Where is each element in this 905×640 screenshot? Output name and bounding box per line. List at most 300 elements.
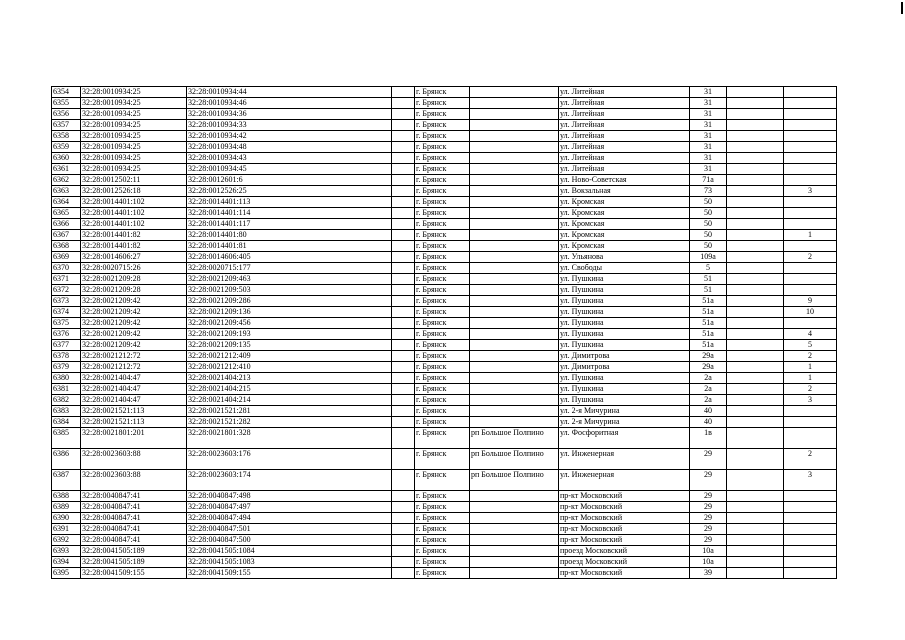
cadastral-block-number: 32:28:0021404:47 (81, 373, 187, 384)
table-row (52, 502, 837, 513)
cadastral-block-number: 32:28:0040847:41 (81, 513, 187, 524)
empty-cell (392, 491, 415, 502)
house-number: 31 (690, 98, 727, 109)
table-row (52, 395, 837, 406)
row-number: 6373 (52, 296, 81, 307)
street-name: ул. Инженерная (559, 470, 690, 491)
house-number: 1в (690, 428, 727, 449)
table-row (52, 513, 837, 524)
object-cadastral-number: 32:28:0040847:501 (187, 524, 392, 535)
cadastral-block-number: 32:28:0014401:102 (81, 208, 187, 219)
table-row (52, 373, 837, 384)
house-number: 51а (690, 307, 727, 318)
empty-cell (727, 373, 784, 384)
table-row (52, 340, 837, 351)
street-name: ул. Пушкина (559, 285, 690, 296)
flat-number (784, 219, 837, 230)
city-name: г. Брянск (415, 340, 470, 351)
empty-cell (392, 197, 415, 208)
house-number: 40 (690, 406, 727, 417)
city-name: г. Брянск (415, 230, 470, 241)
settlement-name (470, 491, 559, 502)
row-number: 6390 (52, 513, 81, 524)
cadastral-block-number: 32:28:0023603:88 (81, 470, 187, 491)
flat-number (784, 557, 837, 568)
cadastral-block-number: 32:28:0041505:189 (81, 557, 187, 568)
flat-number (784, 131, 837, 142)
house-number: 51а (690, 340, 727, 351)
table-row (52, 241, 837, 252)
settlement-name (470, 175, 559, 186)
flat-number (784, 274, 837, 285)
empty-cell (392, 153, 415, 164)
street-name: ул. Пушкина (559, 329, 690, 340)
city-name: г. Брянск (415, 164, 470, 175)
house-number: 51а (690, 318, 727, 329)
object-cadastral-number: 32:28:0010934:48 (187, 142, 392, 153)
empty-cell (392, 535, 415, 546)
city-name: г. Брянск (415, 406, 470, 417)
empty-cell (727, 524, 784, 535)
street-name: проезд Московский (559, 557, 690, 568)
house-number: 10а (690, 557, 727, 568)
row-number: 6374 (52, 307, 81, 318)
city-name: г. Брянск (415, 535, 470, 546)
settlement-name (470, 131, 559, 142)
city-name: г. Брянск (415, 120, 470, 131)
flat-number: 2 (784, 252, 837, 263)
registry-table-body (52, 87, 837, 579)
object-cadastral-number: 32:28:0010934:33 (187, 120, 392, 131)
cadastral-block-number: 32:28:0021209:28 (81, 285, 187, 296)
flat-number (784, 120, 837, 131)
settlement-name (470, 296, 559, 307)
row-number: 6381 (52, 384, 81, 395)
city-name: г. Брянск (415, 252, 470, 263)
cadastral-block-number: 32:28:0014401:102 (81, 219, 187, 230)
city-name: г. Брянск (415, 109, 470, 120)
object-cadastral-number: 32:28:0021209:193 (187, 329, 392, 340)
empty-cell (392, 513, 415, 524)
object-cadastral-number: 32:28:0021209:503 (187, 285, 392, 296)
empty-cell (392, 230, 415, 241)
table-row (52, 351, 837, 362)
object-cadastral-number: 32:28:0010934:43 (187, 153, 392, 164)
object-cadastral-number: 32:28:0014401:81 (187, 241, 392, 252)
street-name: ул. Димитрова (559, 351, 690, 362)
empty-cell (392, 175, 415, 186)
empty-cell (727, 197, 784, 208)
empty-cell (727, 131, 784, 142)
house-number: 50 (690, 230, 727, 241)
empty-cell (392, 351, 415, 362)
house-number: 29 (690, 513, 727, 524)
flat-number: 3 (784, 186, 837, 197)
object-cadastral-number: 32:28:0041505:1084 (187, 546, 392, 557)
settlement-name (470, 153, 559, 164)
city-name: г. Брянск (415, 131, 470, 142)
house-number: 50 (690, 208, 727, 219)
empty-cell (392, 449, 415, 470)
table-row (52, 131, 837, 142)
city-name: г. Брянск (415, 208, 470, 219)
city-name: г. Брянск (415, 296, 470, 307)
settlement-name (470, 208, 559, 219)
city-name: г. Брянск (415, 417, 470, 428)
table-row (52, 449, 837, 470)
empty-cell (727, 362, 784, 373)
settlement-name (470, 557, 559, 568)
object-cadastral-number: 32:28:0041505:1083 (187, 557, 392, 568)
flat-number: 2 (784, 351, 837, 362)
city-name: г. Брянск (415, 318, 470, 329)
house-number: 50 (690, 219, 727, 230)
empty-cell (392, 329, 415, 340)
empty-cell (392, 568, 415, 579)
house-number: 50 (690, 241, 727, 252)
empty-cell (392, 384, 415, 395)
flat-number: 1 (784, 230, 837, 241)
house-number: 51а (690, 329, 727, 340)
empty-cell (727, 417, 784, 428)
empty-cell (727, 568, 784, 579)
street-name: пр-кт Московский (559, 568, 690, 579)
object-cadastral-number: 32:28:0021209:286 (187, 296, 392, 307)
empty-cell (392, 296, 415, 307)
object-cadastral-number: 32:28:0021212:409 (187, 351, 392, 362)
cadastral-block-number: 32:28:0021209:28 (81, 274, 187, 285)
table-row (52, 285, 837, 296)
cadastral-block-number: 32:28:0021209:42 (81, 296, 187, 307)
flat-number (784, 263, 837, 274)
city-name: г. Брянск (415, 449, 470, 470)
empty-cell (727, 546, 784, 557)
table-row (52, 186, 837, 197)
object-cadastral-number: 32:28:0010934:44 (187, 87, 392, 98)
row-number: 6380 (52, 373, 81, 384)
city-name: г. Брянск (415, 285, 470, 296)
street-name: ул. Фосфоритная (559, 428, 690, 449)
street-name: ул. Вокзальная (559, 186, 690, 197)
settlement-name: рп Большое Полпино (470, 449, 559, 470)
flat-number (784, 535, 837, 546)
cadastral-block-number: 32:28:0010934:25 (81, 109, 187, 120)
object-cadastral-number: 32:28:0041509:155 (187, 568, 392, 579)
cadastral-block-number: 32:28:0040847:41 (81, 524, 187, 535)
object-cadastral-number: 32:28:0012601:6 (187, 175, 392, 186)
house-number: 29 (690, 449, 727, 470)
table-row (52, 406, 837, 417)
empty-cell (727, 263, 784, 274)
table-row (52, 307, 837, 318)
street-name: ул. 2-я Мичурина (559, 406, 690, 417)
table-row (52, 230, 837, 241)
row-number: 6384 (52, 417, 81, 428)
street-name: ул. Литейная (559, 98, 690, 109)
table-row (52, 263, 837, 274)
table-row (52, 120, 837, 131)
row-number: 6359 (52, 142, 81, 153)
object-cadastral-number: 32:28:0021212:410 (187, 362, 392, 373)
street-name: пр-кт Московский (559, 491, 690, 502)
street-name: ул. Кромская (559, 208, 690, 219)
row-number: 6375 (52, 318, 81, 329)
object-cadastral-number: 32:28:0014401:113 (187, 197, 392, 208)
table-row (52, 491, 837, 502)
row-number: 6388 (52, 491, 81, 502)
cadastral-block-number: 32:28:0021212:72 (81, 351, 187, 362)
settlement-name (470, 535, 559, 546)
row-number: 6367 (52, 230, 81, 241)
house-number: 29а (690, 362, 727, 373)
empty-cell (392, 98, 415, 109)
table-row (52, 175, 837, 186)
house-number: 29 (690, 491, 727, 502)
city-name: г. Брянск (415, 513, 470, 524)
empty-cell (392, 318, 415, 329)
city-name: г. Брянск (415, 395, 470, 406)
settlement-name (470, 362, 559, 373)
city-name: г. Брянск (415, 351, 470, 362)
flat-number (784, 241, 837, 252)
empty-cell (392, 502, 415, 513)
flat-number (784, 524, 837, 535)
row-number: 6369 (52, 252, 81, 263)
table-row (52, 384, 837, 395)
object-cadastral-number: 32:28:0010934:46 (187, 98, 392, 109)
city-name: г. Брянск (415, 98, 470, 109)
table-row (52, 318, 837, 329)
table-row (52, 109, 837, 120)
flat-number (784, 513, 837, 524)
street-name: ул. Литейная (559, 153, 690, 164)
house-number: 109а (690, 252, 727, 263)
empty-cell (392, 557, 415, 568)
settlement-name (470, 351, 559, 362)
house-number: 2а (690, 373, 727, 384)
cadastral-block-number: 32:28:0021404:47 (81, 384, 187, 395)
city-name: г. Брянск (415, 373, 470, 384)
row-number: 6391 (52, 524, 81, 535)
object-cadastral-number: 32:28:0021521:281 (187, 406, 392, 417)
empty-cell (727, 449, 784, 470)
empty-cell (727, 241, 784, 252)
empty-cell (727, 175, 784, 186)
settlement-name (470, 568, 559, 579)
table-row (52, 546, 837, 557)
city-name: г. Брянск (415, 384, 470, 395)
row-number: 6393 (52, 546, 81, 557)
flat-number: 1 (784, 362, 837, 373)
city-name: г. Брянск (415, 197, 470, 208)
empty-cell (392, 285, 415, 296)
cadastral-block-number: 32:28:0040847:41 (81, 502, 187, 513)
cadastral-block-number: 32:28:0010934:25 (81, 87, 187, 98)
row-number: 6395 (52, 568, 81, 579)
house-number: 2а (690, 395, 727, 406)
settlement-name (470, 417, 559, 428)
house-number: 31 (690, 164, 727, 175)
empty-cell (727, 252, 784, 263)
row-number: 6377 (52, 340, 81, 351)
table-row (52, 274, 837, 285)
table-row (52, 428, 837, 449)
row-number: 6389 (52, 502, 81, 513)
city-name: г. Брянск (415, 524, 470, 535)
flat-number (784, 318, 837, 329)
flat-number: 9 (784, 296, 837, 307)
cadastral-block-number: 32:28:0014401:102 (81, 197, 187, 208)
empty-cell (727, 351, 784, 362)
empty-cell (392, 373, 415, 384)
empty-cell (392, 307, 415, 318)
city-name: г. Брянск (415, 307, 470, 318)
house-number: 51 (690, 274, 727, 285)
city-name: г. Брянск (415, 470, 470, 491)
settlement-name (470, 513, 559, 524)
empty-cell (392, 241, 415, 252)
table-row (52, 524, 837, 535)
table-row (52, 98, 837, 109)
street-name: ул. Литейная (559, 131, 690, 142)
row-number: 6378 (52, 351, 81, 362)
flat-number (784, 491, 837, 502)
cadastral-block-number: 32:28:0014606:27 (81, 252, 187, 263)
empty-cell (392, 186, 415, 197)
cadastral-block-number: 32:28:0021212:72 (81, 362, 187, 373)
house-number: 31 (690, 142, 727, 153)
house-number: 31 (690, 131, 727, 142)
city-name: г. Брянск (415, 491, 470, 502)
house-number: 5 (690, 263, 727, 274)
street-name: ул. Кромская (559, 197, 690, 208)
city-name: г. Брянск (415, 186, 470, 197)
settlement-name (470, 197, 559, 208)
cadastral-block-number: 32:28:0012502:11 (81, 175, 187, 186)
empty-cell (727, 274, 784, 285)
settlement-name (470, 230, 559, 241)
row-number: 6382 (52, 395, 81, 406)
flat-number (784, 208, 837, 219)
object-cadastral-number: 32:28:0021404:213 (187, 373, 392, 384)
row-number: 6385 (52, 428, 81, 449)
cadastral-block-number: 32:28:0010934:25 (81, 153, 187, 164)
house-number: 29 (690, 524, 727, 535)
row-number: 6361 (52, 164, 81, 175)
house-number: 73 (690, 186, 727, 197)
street-name: ул. Кромская (559, 219, 690, 230)
city-name: г. Брянск (415, 175, 470, 186)
row-number: 6365 (52, 208, 81, 219)
empty-cell (727, 142, 784, 153)
empty-cell (727, 285, 784, 296)
flat-number (784, 197, 837, 208)
row-number: 6387 (52, 470, 81, 491)
flat-number (784, 98, 837, 109)
row-number: 6392 (52, 535, 81, 546)
flat-number (784, 417, 837, 428)
table-row (52, 153, 837, 164)
cadastral-block-number: 32:28:0021801:201 (81, 428, 187, 449)
object-cadastral-number: 32:28:0010934:42 (187, 131, 392, 142)
flat-number (784, 502, 837, 513)
street-name: ул. Пушкина (559, 384, 690, 395)
row-number: 6376 (52, 329, 81, 340)
empty-cell (392, 263, 415, 274)
table-row (52, 219, 837, 230)
settlement-name (470, 285, 559, 296)
empty-cell (392, 362, 415, 373)
table-row (52, 87, 837, 98)
street-name: ул. Литейная (559, 120, 690, 131)
table-row (52, 557, 837, 568)
city-name: г. Брянск (415, 274, 470, 285)
flat-number: 4 (784, 329, 837, 340)
empty-cell (392, 120, 415, 131)
object-cadastral-number: 32:28:0021209:463 (187, 274, 392, 285)
flat-number: 3 (784, 470, 837, 491)
settlement-name (470, 186, 559, 197)
flat-number (784, 568, 837, 579)
cadastral-block-number: 32:28:0021209:42 (81, 340, 187, 351)
object-cadastral-number: 32:28:0021801:328 (187, 428, 392, 449)
empty-cell (727, 340, 784, 351)
table-row (52, 208, 837, 219)
row-number: 6370 (52, 263, 81, 274)
flat-number: 5 (784, 340, 837, 351)
settlement-name (470, 263, 559, 274)
empty-cell (392, 470, 415, 491)
row-number: 6356 (52, 109, 81, 120)
house-number: 51 (690, 285, 727, 296)
street-name: ул. Пушкина (559, 274, 690, 285)
table-row (52, 362, 837, 373)
row-number: 6355 (52, 98, 81, 109)
house-number: 31 (690, 109, 727, 120)
street-name: ул. Ново-Советская (559, 175, 690, 186)
flat-number (784, 164, 837, 175)
cadastral-block-number: 32:28:0010934:25 (81, 164, 187, 175)
settlement-name (470, 406, 559, 417)
table-row (52, 252, 837, 263)
settlement-name (470, 274, 559, 285)
empty-cell (392, 131, 415, 142)
object-cadastral-number: 32:28:0023603:174 (187, 470, 392, 491)
settlement-name (470, 395, 559, 406)
flat-number (784, 428, 837, 449)
house-number: 50 (690, 197, 727, 208)
settlement-name (470, 502, 559, 513)
empty-cell (727, 87, 784, 98)
house-number: 29а (690, 351, 727, 362)
cadastral-block-number: 32:28:0021209:42 (81, 318, 187, 329)
city-name: г. Брянск (415, 362, 470, 373)
cadastral-block-number: 32:28:0010934:25 (81, 142, 187, 153)
cadastral-block-number: 32:28:0023603:88 (81, 449, 187, 470)
city-name: г. Брянск (415, 329, 470, 340)
empty-cell (392, 252, 415, 263)
row-number: 6354 (52, 87, 81, 98)
house-number: 31 (690, 87, 727, 98)
street-name: ул. Литейная (559, 142, 690, 153)
row-number: 6366 (52, 219, 81, 230)
row-number: 6394 (52, 557, 81, 568)
empty-cell (392, 87, 415, 98)
street-name: проезд Московский (559, 546, 690, 557)
empty-cell (727, 164, 784, 175)
empty-cell (727, 329, 784, 340)
cadastral-block-number: 32:28:0014401:82 (81, 230, 187, 241)
